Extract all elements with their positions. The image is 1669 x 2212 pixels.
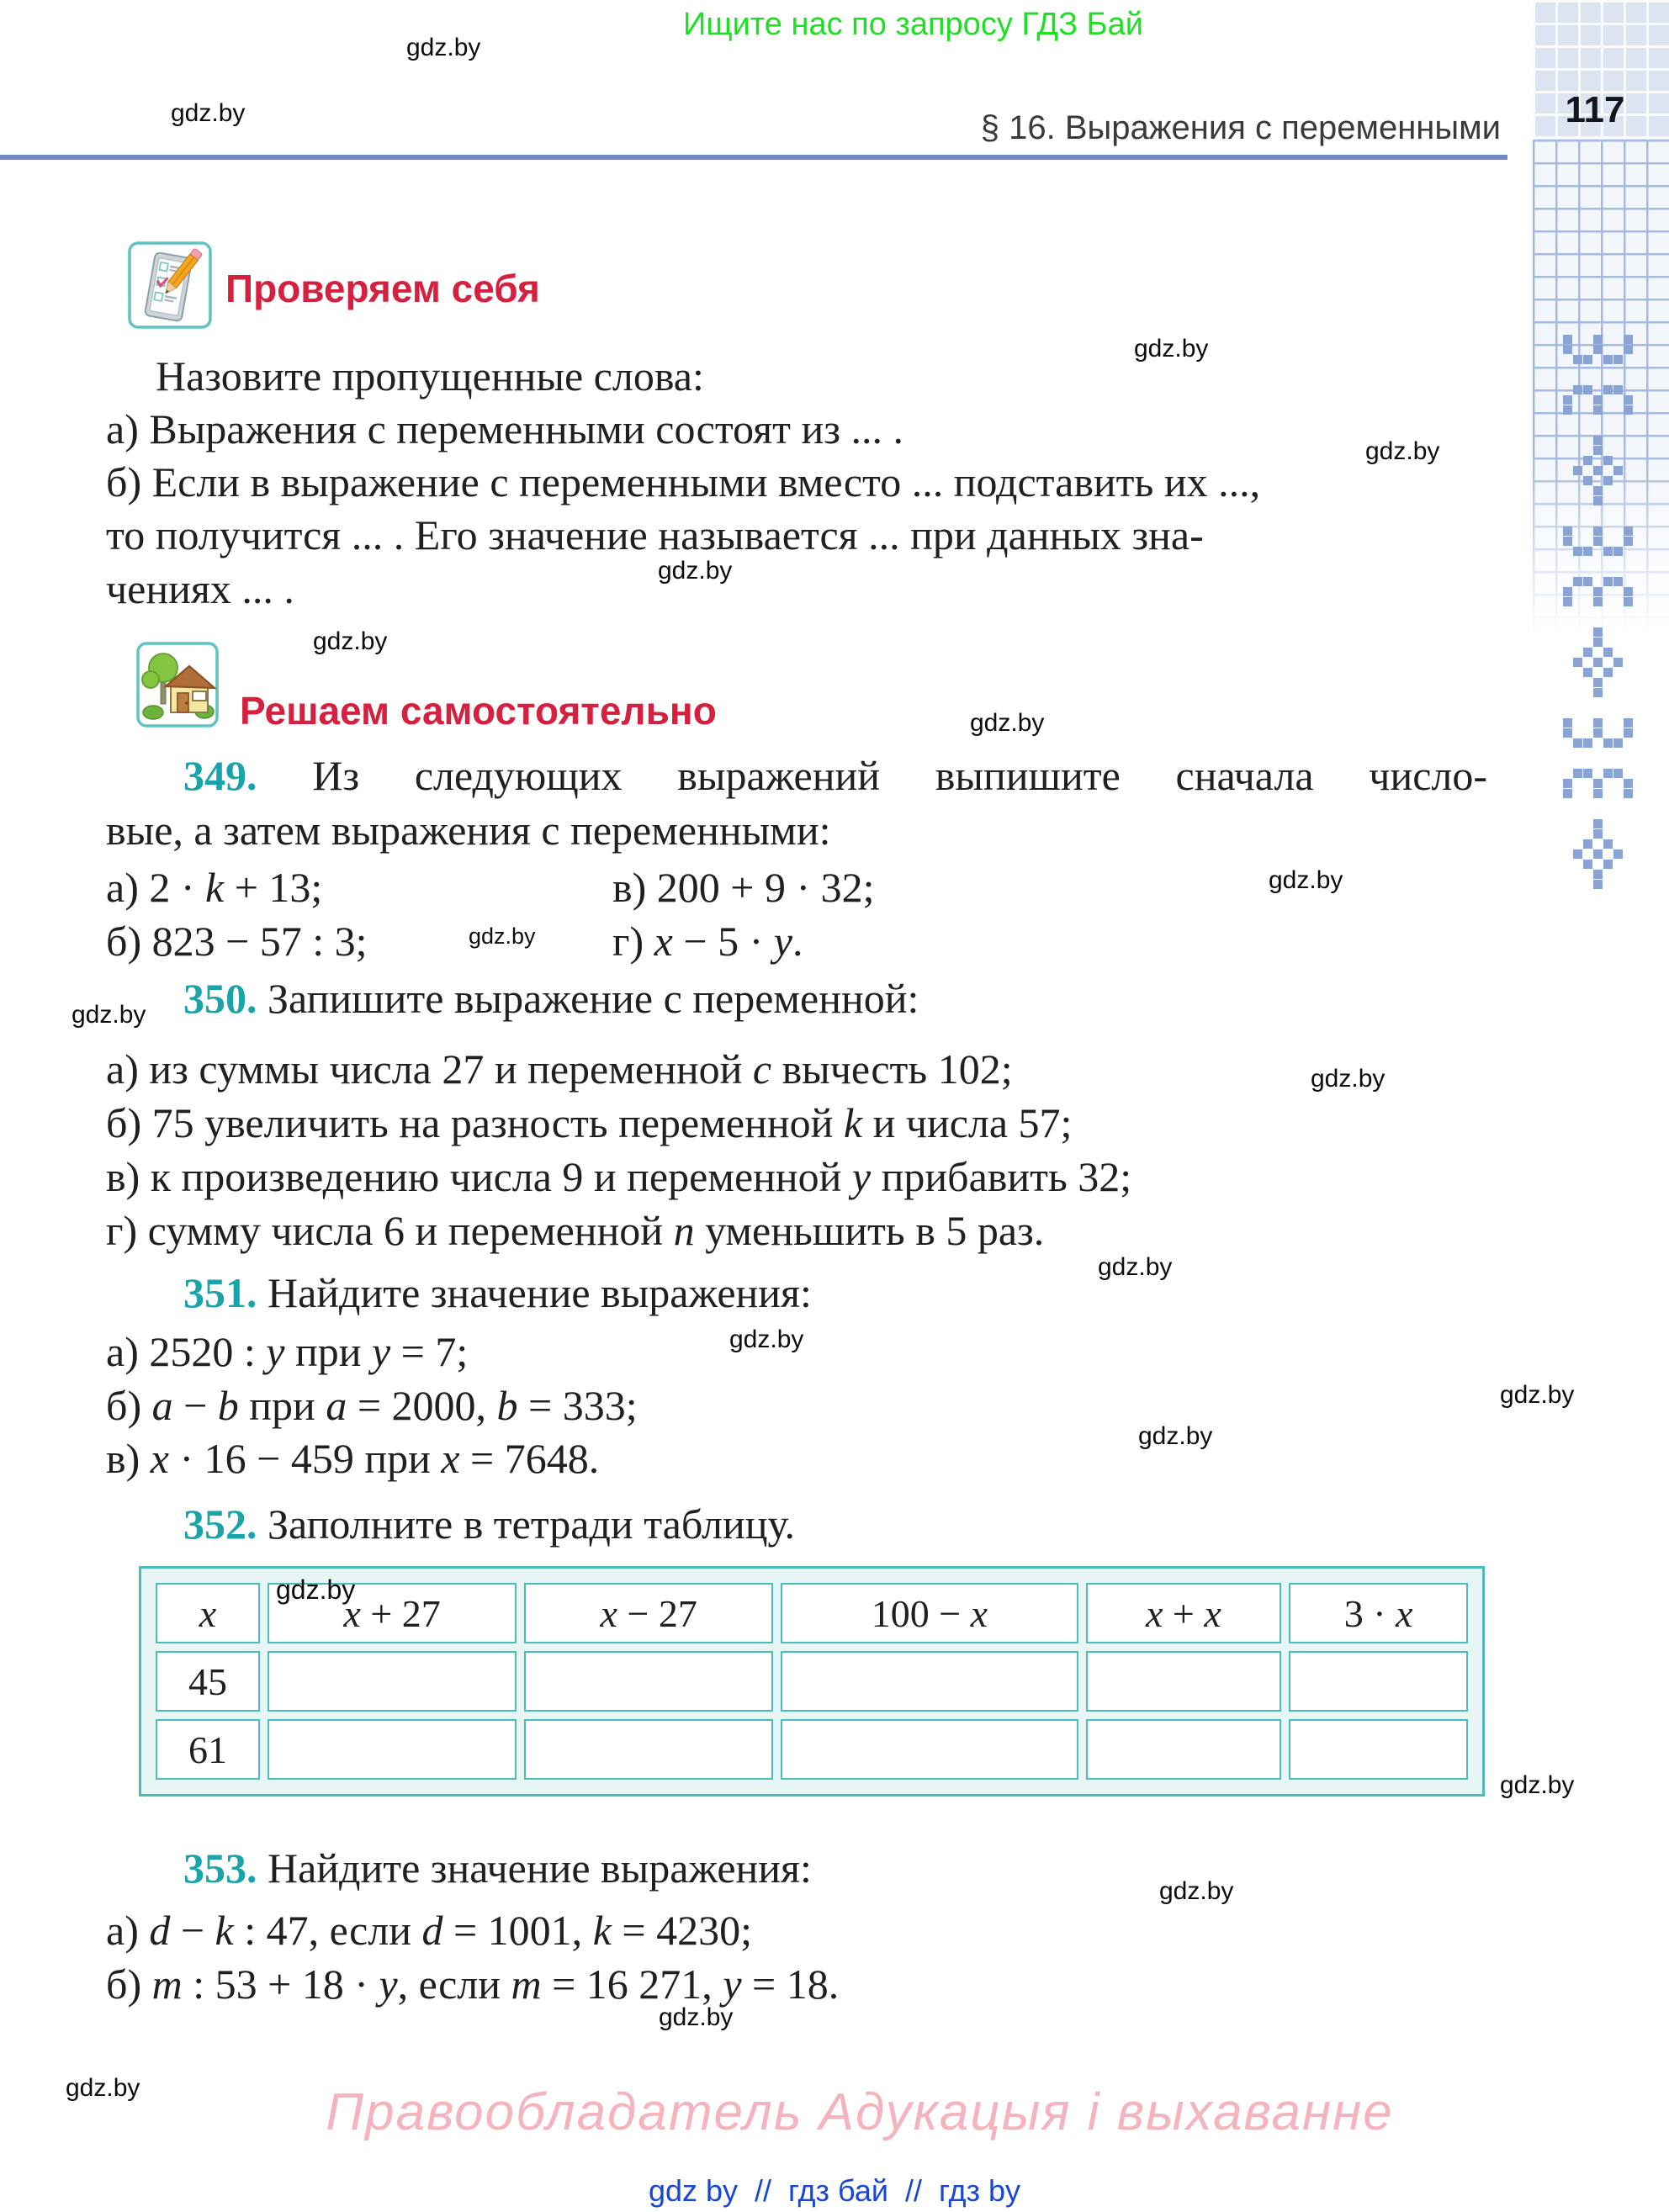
text-segment: Найдите значение выражения: [257, 1269, 812, 1316]
footer-link[interactable]: гдз by [939, 2173, 1021, 2208]
text-segment: в) [106, 1435, 151, 1482]
table-header-cell [781, 1583, 1078, 1643]
text-segment: = 2000, [347, 1382, 497, 1429]
text-segment: x [1204, 1591, 1221, 1635]
check-item-b-line2 [106, 511, 1204, 559]
text-segment: k [205, 864, 225, 911]
house-icon [136, 642, 219, 728]
problem-350-item-b [106, 1098, 1072, 1147]
section-header: § 16. Выражения с переменными [980, 109, 1501, 146]
text-segment: 45 [188, 1659, 228, 1703]
problem-350-item-v [106, 1152, 1131, 1201]
gdz-watermark: gdz.by [1500, 1381, 1575, 1409]
footer-link[interactable]: гдз бай [788, 2173, 888, 2208]
text-segment: = 7; [390, 1328, 469, 1375]
text-segment: = 1001, [442, 1907, 593, 1954]
text-segment: а) 2520 : [106, 1328, 267, 1375]
text-segment: = 4230; [611, 1907, 752, 1954]
check-item-a [106, 405, 903, 453]
problem-number: 352. [183, 1500, 257, 1548]
solve-yourself-heading: Решаем самостоятельно [240, 689, 717, 733]
text-segment: 61 [188, 1728, 228, 1771]
text-segment: a [151, 1382, 173, 1429]
text-segment: y [773, 918, 792, 965]
text-segment: y [723, 1961, 742, 2008]
gdz-watermark: gdz.by [1098, 1253, 1173, 1281]
gdz-watermark: gdz.by [66, 2074, 140, 2102]
text-segment: = 333; [517, 1382, 638, 1429]
gdz-watermark: gdz.by [469, 923, 536, 949]
text-segment: вые, а затем выражения с переменными: [106, 807, 831, 854]
problem-349-line2 [106, 806, 830, 855]
table-cell [156, 1719, 260, 1780]
text-segment: в) к произведению числа 9 и переменной [106, 1153, 852, 1200]
table-cell [1086, 1719, 1282, 1780]
text-segment: = 18. [741, 1961, 840, 2008]
problem-351-item-a [106, 1327, 468, 1376]
text-segment: x [343, 1591, 361, 1635]
text-segment: б) 823 − 57 : 3; [106, 918, 368, 965]
table-header-cell [156, 1583, 260, 1643]
problem-353-item-b [106, 1960, 839, 2008]
gdz-watermark: gdz.by [1365, 437, 1440, 465]
table-cell [1086, 1651, 1282, 1712]
gdz-watermark: gdz.by [313, 627, 388, 655]
text-segment: · 16 − 459 при [168, 1435, 442, 1482]
gdz-watermark: gdz.by [729, 1326, 804, 1353]
gdz-watermark: gdz.by [1138, 1422, 1213, 1450]
text-segment: . [792, 918, 803, 965]
problem-350-intro [183, 974, 919, 1023]
problem-350-item-g [106, 1206, 1044, 1255]
text-segment: b [217, 1382, 239, 1429]
problem-number: 351. [183, 1269, 257, 1316]
ornament-pattern [1563, 335, 1634, 893]
promo-banner: Ищите нас по запросу ГДЗ Бай [683, 7, 1143, 42]
text-segment: + [1163, 1591, 1205, 1635]
text-segment: x [199, 1591, 217, 1635]
text-segment: б) [106, 1382, 152, 1429]
text-segment: 3 · [1343, 1591, 1396, 1635]
text-segment: x [600, 1591, 617, 1635]
text-segment: 100 − [871, 1591, 971, 1635]
page-number: 117 [1565, 89, 1625, 130]
text-segment: и числа 57; [862, 1099, 1073, 1146]
gdz-watermark: gdz.by [659, 2003, 734, 2031]
text-segment: а) 2 · [106, 864, 205, 911]
problem-349-line1 [183, 751, 1487, 800]
text-segment: б) Если в выражение с переменными вместо ... подставить их ..., [106, 458, 1261, 505]
text-segment: y [266, 1328, 285, 1375]
table-header-cell [1289, 1583, 1468, 1643]
footer-links [0, 2173, 1669, 2209]
text-segment: то получится ... . Его значение называется ... при данных зна- [106, 511, 1204, 558]
problem-351-item-v [106, 1434, 599, 1483]
table-header-cell [524, 1583, 773, 1643]
text-segment: б) 75 увеличить на разность переменной [106, 1099, 844, 1146]
problem-number: 350. [183, 975, 257, 1022]
text-segment: − 27 [617, 1591, 697, 1635]
table-cell [524, 1719, 773, 1780]
text-segment: d [421, 1907, 443, 1954]
text-segment: = 16 271, [541, 1961, 723, 2008]
problem-number: 353. [183, 1844, 257, 1892]
problem-352-intro [183, 1500, 795, 1548]
problem-349-item-v [612, 863, 875, 912]
text-segment: а) [106, 1907, 150, 1954]
text-segment: при [238, 1382, 326, 1429]
gdz-watermark: gdz.by [1311, 1065, 1386, 1093]
text-segment: Назовите пропущенные слова: [156, 352, 704, 400]
table-cell [156, 1651, 260, 1712]
text-segment: k [592, 1907, 612, 1954]
table-cell [268, 1719, 517, 1780]
gdz-watermark: gdz.by [276, 1574, 356, 1605]
problem-351-intro [183, 1268, 812, 1317]
check-item-b-line3 [106, 564, 294, 613]
problem-349-item-a [106, 863, 322, 912]
text-segment: г) сумму числа 6 и переменной [106, 1207, 674, 1254]
text-segment: б) [106, 1961, 152, 2008]
text-segment: прибавить 32; [871, 1153, 1132, 1200]
text-segment: k [843, 1099, 863, 1146]
text-segment: уменьшить в 5 раз. [694, 1207, 1045, 1254]
text-segment: = 7648. [459, 1435, 600, 1482]
text-segment: d [149, 1907, 171, 1954]
problem-353-item-a [106, 1906, 752, 1955]
problem-350-item-a [106, 1045, 1013, 1093]
footer-separator: // [904, 2173, 922, 2208]
text-segment: чениях ... . [106, 565, 294, 612]
problem-349-item-g [612, 917, 803, 966]
text-segment: : 47, если [233, 1907, 422, 1954]
text-segment: Заполните в тетради таблицу. [257, 1500, 796, 1548]
footer-link[interactable]: gdz by [648, 2173, 739, 2208]
text-segment: y [851, 1153, 872, 1200]
text-segment: x [1145, 1591, 1163, 1635]
text-segment: а) из суммы числа 27 и переменной [106, 1045, 753, 1093]
table-cell [1289, 1651, 1468, 1712]
problem-351-item-b [106, 1381, 638, 1430]
text-segment: Найдите значение выражения: [257, 1844, 812, 1892]
copyright-notice: Правообладатель Адукацыя і выхаванне [326, 2083, 1394, 2141]
text-segment: k [215, 1907, 234, 1954]
gdz-watermark: gdz.by [406, 34, 481, 61]
gdz-watermark: gdz.by [171, 99, 246, 127]
table-header-cell [1086, 1583, 1282, 1643]
text-segment: m [511, 1961, 542, 2008]
table-cell [524, 1651, 773, 1712]
text-segment: a [326, 1382, 347, 1429]
text-segment: y [371, 1328, 391, 1375]
text-segment: г) [612, 918, 654, 965]
gdz-watermark: gdz.by [1500, 1771, 1575, 1799]
check-intro [156, 352, 704, 400]
text-segment: в) 200 + 9 · 32; [612, 864, 875, 911]
gdz-watermark: gdz.by [1134, 335, 1209, 362]
text-segment: x [1396, 1591, 1413, 1635]
footer-separator: // [755, 2173, 772, 2208]
text-segment: y [379, 1961, 398, 2008]
problem-number: 349. [183, 752, 257, 799]
text-segment: m [151, 1961, 183, 2008]
gdz-watermark: gdz.by [658, 557, 733, 585]
gdz-watermark: gdz.by [1269, 866, 1343, 894]
text-segment: x [654, 918, 673, 965]
text-segment: Из следующих выражений выпишите сначала число- [257, 752, 1487, 799]
text-segment: а) Выражения с переменными состоят из ... . [106, 405, 903, 452]
text-segment: b [496, 1382, 518, 1429]
text-segment: x [150, 1435, 169, 1482]
problem-349-item-b [106, 917, 368, 966]
text-segment: при [284, 1328, 372, 1375]
table-cell [268, 1651, 517, 1712]
text-segment: x [970, 1591, 988, 1635]
text-segment: : 53 + 18 · [182, 1961, 379, 2008]
text-segment: + 27 [360, 1591, 441, 1635]
text-segment: c [752, 1045, 772, 1093]
problem-353-intro [183, 1844, 812, 1892]
text-segment: , если [397, 1961, 511, 2008]
table-cell [781, 1719, 1078, 1780]
checklist-pencil-icon [128, 241, 212, 329]
text-segment: + 13; [224, 864, 323, 911]
text-segment: − [172, 1382, 218, 1429]
text-segment: − [170, 1907, 215, 1954]
table-cell [1289, 1719, 1468, 1780]
text-segment: n [673, 1207, 695, 1254]
header-rule [0, 155, 1507, 160]
check-yourself-heading: Проверяем себя [225, 267, 540, 310]
table-cell [781, 1651, 1078, 1712]
gdz-watermark: gdz.by [970, 709, 1045, 737]
gdz-watermark: gdz.by [72, 1001, 146, 1029]
text-segment: Запишите выражение с переменной: [257, 975, 919, 1022]
text-segment: вычесть 102; [771, 1045, 1013, 1093]
text-segment: x [441, 1435, 460, 1482]
check-item-b-line1 [106, 458, 1260, 506]
text-segment: − 5 · [672, 918, 774, 965]
gdz-watermark: gdz.by [1159, 1877, 1234, 1905]
